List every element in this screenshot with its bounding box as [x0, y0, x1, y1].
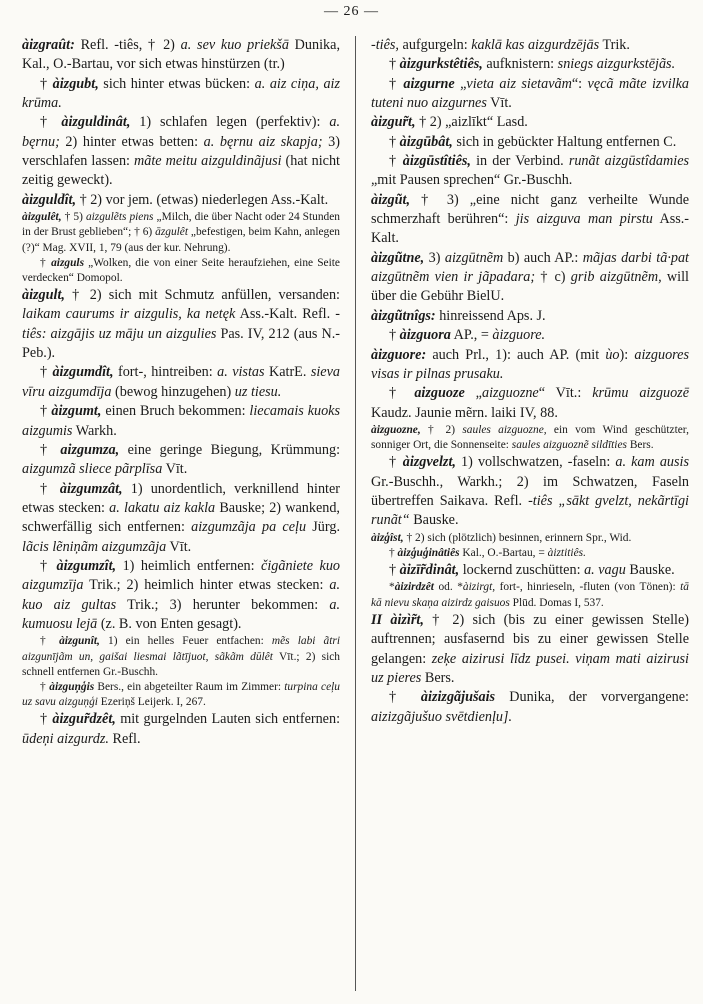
entry-text: KatrE. [264, 364, 311, 381]
dictionary-entry [371, 546, 689, 561]
entry-example: sieva vīru aizgumdīja [22, 364, 340, 400]
entry-text: 3) verschlafen lassen: [22, 133, 340, 170]
entry-text: „mit Pausen sprechen“ Gr.-Buschh. [371, 172, 573, 189]
entry-headword: àizguldinât, [61, 114, 131, 131]
entry-example: lãcis lẽniņãm aizgumzãja [22, 538, 167, 555]
entry-text: b) auch AP.: [503, 249, 583, 266]
entry-text: † [389, 327, 400, 344]
entry-text: † [389, 454, 403, 471]
entry-example: aizguozne [481, 385, 539, 402]
entry-text: † [40, 75, 53, 92]
entry-example: vęcã mãte izvilka tuteni nuo aizgurnes [371, 75, 689, 112]
entry-text: „Wolken, die von einer Seite heraufziehen, eine Seite verdecken“ Domopol. [22, 256, 340, 284]
entry-headword: àizguore: [371, 346, 427, 363]
entry-example: a. lakatu aiz kakla [109, 499, 216, 516]
entry-text: Pas. IV, 212 (aus N.-Peb.). [22, 325, 340, 362]
entry-text: od. * [433, 581, 463, 594]
dictionary-entry [22, 256, 340, 286]
entry-text: 1) schlafen legen (perfektiv): [130, 114, 330, 131]
dictionary-entry [371, 580, 689, 610]
entry-example: uz tiesu. [234, 383, 282, 400]
entry-example: ūdeņi aizgurdz. [22, 730, 109, 747]
right-column [371, 36, 689, 727]
entry-text: † c) [535, 269, 571, 286]
entry-text: AP., = [450, 327, 493, 344]
entry-headword: àizgũtnîgs: [371, 307, 436, 324]
entry-headword: àizgumt, [51, 403, 102, 420]
entry-text: will über die Gebühr BielU. [371, 269, 689, 305]
dictionary-entry [22, 36, 340, 75]
entry-text: „befestigen, beim Kahn, anlegen (?)“ Mag. XVII, 1, 79 (aus der kur. Nehrung). [22, 226, 340, 254]
entry-text: Vīt. [486, 95, 512, 112]
entry-text: † 2) sich mit Schmutz anfüllen, versanden: [64, 287, 340, 304]
entry-text: † [389, 562, 400, 579]
entry-text: fort-, hintreiben: [113, 364, 218, 381]
entry-text: „ [464, 385, 482, 402]
entry-text: 1) ein helles Feuer entfachen: [99, 635, 272, 648]
left-column [22, 36, 340, 749]
entry-text: † [389, 56, 400, 73]
dictionary-entry [371, 152, 689, 191]
entry-text: † [40, 364, 53, 381]
dictionary-entry [22, 402, 340, 441]
dictionary-entry [22, 191, 340, 210]
entry-text: Bauske; 2) wankend, schwerfällig sich entfernen: [22, 499, 340, 536]
entry-example: turpina ceļu uz savu aizguņģi [22, 680, 340, 709]
entry-text: Trik. [599, 37, 630, 53]
entry-text: † [389, 153, 403, 170]
entry-text: auch Prl., 1): auch AP. (mit [426, 346, 606, 363]
entry-text: Trik.; 3) herunter bekommen: [116, 596, 330, 613]
entry-headword: àizgulêt, [22, 211, 62, 224]
dictionary-entry [371, 249, 689, 307]
entry-example: ùo [605, 346, 620, 363]
entry-text: 1) heimlich entfernen: [116, 557, 262, 574]
entry-text: (z. B. von Enten gesagt). [97, 615, 242, 632]
entry-text: “ Vīt.: [538, 385, 593, 402]
entry-text: (bewog hinzugehen) [111, 383, 235, 400]
entry-example: jis aizguva man pirstu [515, 211, 653, 228]
entry-text: 3) [424, 249, 445, 266]
entry-example: a. sev kuo priekšā [180, 37, 289, 53]
dictionary-entry [371, 384, 689, 423]
entry-example: a. aiz ciņa, aiz krūma. [22, 75, 340, 112]
entry-headword: àizgũt, [371, 191, 411, 208]
entry-text: Gr.-Buschh., Warkh.; 2) im Schwatzen, Faseln übertreffen Saikava. Refl. [371, 473, 689, 509]
entry-text: eine geringe Biegung, Krümmung: [119, 441, 341, 458]
entry-headword: àizgumzît, [56, 557, 117, 574]
entry-text: † [40, 711, 53, 728]
entry-headword: àizgumzât, [59, 480, 123, 497]
entry-headword: àizgvelzt, [402, 454, 456, 471]
dictionary-entry [371, 75, 689, 114]
dictionary-entry [22, 480, 340, 557]
entry-text: Kal., O.-Bartau, = [459, 546, 548, 559]
entry-text: Refl. -tiês, † 2) [74, 37, 181, 53]
dictionary-entry [371, 423, 689, 453]
dictionary-entry [371, 113, 689, 132]
entry-text: Vīt. [166, 538, 192, 555]
dictionary-entry [22, 710, 340, 749]
entry-text: Bers., ein abgeteilter Raum im Zimmer: [94, 680, 285, 693]
entry-text: † [40, 403, 52, 420]
entry-text: ): [619, 346, 635, 363]
entry-text: “: [571, 75, 588, 92]
entry-example: čigãniete kuo aizgumzīja [22, 557, 341, 594]
entry-text: † 2) vor jem. (etwas) niederlegen Ass.-Kalt. [76, 191, 329, 208]
entry-example: a. vistas [217, 364, 265, 381]
entry-text: sich in gebückter Haltung entfernen C. [452, 133, 677, 150]
entry-example: runãt aizgūstîdamies [568, 153, 690, 170]
entry-example: a. kumuosu lejā [22, 596, 340, 632]
entry-example: -tiês „sākt gvelzt, nekãrtīgi runãt“ [371, 492, 689, 529]
dictionary-entry [22, 113, 340, 190]
entry-text: Bers. [626, 439, 654, 452]
entry-example: aizgulẽts piens [85, 211, 154, 224]
entry-headword: aizguoze [414, 385, 465, 402]
entry-text: † [389, 546, 398, 559]
entry-example: a. bęrnu; [22, 114, 340, 150]
dictionary-entry [22, 75, 340, 114]
entry-text: † [389, 689, 421, 706]
entry-headword: àizìr̃t, [390, 611, 424, 628]
entry-example: àiztitiês. [547, 546, 586, 559]
entry-text: † [40, 480, 60, 497]
entry-text: Kaudz. Jaunie mẽrn. laiki IV, 88. [371, 404, 558, 421]
entry-example: liecamais kuoks aizgumis [22, 403, 340, 439]
entry-headword: àizgũtne, [371, 249, 425, 266]
entry-example: mãjas darbi tã·pat aizgūtnẽm vien ir jãpadara; [371, 249, 689, 286]
entry-headword: àizgult, [22, 287, 65, 304]
entry-headword: àizģuģinâtiês [397, 546, 460, 559]
entry-text: † [40, 256, 52, 269]
dictionary-entry [22, 286, 340, 363]
entry-example: a. vagu [584, 562, 626, 579]
entry-text: † 5) [61, 211, 86, 224]
entry-text: † 2) „aizlīkt“ Lasd. [415, 114, 528, 131]
entry-example: kaklā kas aizgurdzējās [471, 37, 600, 53]
entry-headword: àizīr̃dinât, [399, 562, 460, 579]
entry-text: † [389, 133, 400, 150]
entry-example: saules aizguozne, [462, 423, 547, 436]
entry-text: sich hinter etwas bücken: [98, 75, 255, 92]
entry-headword: àizgumdît, [52, 364, 114, 381]
entry-text: Ass.-Kalt. Refl. [235, 306, 336, 323]
entry-text: fort-, hinrieseln, -fluten (von Tönen): [495, 581, 681, 594]
entry-example: mẽs labi ãtri aizgunījãm un, gaišai liesmai lãtījuot, sãkãm dūlêt [22, 635, 340, 663]
entry-text: 1) unordentlich, verknillend hinter etwas stecken: [22, 480, 340, 516]
entry-example: āzgulêt [155, 226, 189, 239]
entry-text: † 3) „eine nicht ganz verheilte Wunde schmerzhaft berühren“: [371, 191, 689, 228]
entry-text: † 2) [420, 423, 463, 436]
entry-example: laikam caurums ir aizgulis, ka netęk [22, 306, 236, 323]
entry-text: Warkh. [72, 422, 117, 439]
dictionary-entry [22, 363, 340, 402]
entry-text: „Milch, die über Nacht oder 24 Stunden in der Brust geblieben“; † 6) [22, 211, 340, 239]
entry-text: Ass.-Kalt. [371, 211, 690, 247]
entry-example: -tiês, [371, 37, 399, 53]
entry-example: -tiês: aizgājis uz māju un aizgulies [22, 306, 340, 342]
entry-text: einen Bruch bekommen: [101, 403, 250, 420]
entry-text: † [40, 114, 62, 131]
dictionary-entry [22, 680, 340, 710]
entry-headword: àizgubt, [52, 75, 99, 92]
entry-text: Vīt. [162, 461, 188, 478]
entry-headword: àizģîst, [371, 531, 404, 544]
entry-text: † [40, 441, 61, 458]
entry-headword: àizirdzêt [394, 581, 434, 594]
dictionary-entry [371, 36, 689, 55]
entry-text: in der Verbind. [470, 153, 569, 170]
entry-text: ein vom Wind geschützter, sonniger Ort, die Sonnenseite: [371, 423, 689, 452]
entry-example: a. bęrnu aiz skapja; [203, 133, 323, 150]
entry-headword: àizgūstîtiês, [402, 153, 471, 170]
entry-headword: àizgur̃t, [371, 114, 416, 131]
entry-headword: II [371, 611, 391, 628]
entry-text: † [389, 385, 415, 402]
entry-example: sniegs aizgurkstējãs. [557, 56, 676, 73]
entry-example: krūmu aizguozē [592, 385, 689, 402]
dictionary-entry [371, 611, 689, 688]
entry-text: Dunika, Kal., O.-Bartau, vor sich etwas hinstürzen (tr.) [22, 37, 340, 73]
entry-text: † 2) sich (bis zu einer gewissen Stelle) auftrennen; ausfasernd bis zu einer gewissen Stelle gelangen: [371, 611, 689, 667]
entry-text: Bauske. [409, 512, 459, 529]
entry-text: Plūd. Domas I, 537. [509, 596, 604, 609]
dictionary-entry [371, 531, 689, 546]
entry-headword: àizgraût: [22, 37, 75, 53]
dictionary-entry [371, 191, 689, 249]
entry-text: „ [454, 75, 467, 92]
entry-headword: aizgurne [403, 75, 455, 92]
entry-headword: aizguls [51, 256, 85, 269]
dictionary-entry [371, 55, 689, 74]
entry-text: Trik.; 2) heimlich hinter etwas stecken: [83, 577, 330, 594]
entry-text: Jürg. [306, 519, 340, 536]
entry-example: aizguores visas ir pilnas prusaku. [371, 346, 689, 382]
entry-text: † 2) sich (plötzlich) besinnen, erinnern Spr., Wid. [403, 531, 632, 544]
entry-example: zeķe aizirusi līdz pusei. viņam mati aizirusi uz pieres [371, 650, 689, 686]
entry-text: Refl. [108, 730, 141, 747]
entry-text: aufgurgeln: [398, 37, 472, 53]
entry-text: Bauske. [625, 562, 675, 579]
entry-example: aizgumzãja pa ceļu [191, 519, 307, 536]
dictionary-entry [371, 453, 689, 530]
entry-example: aizgumzã sliece pãrplīsa [22, 461, 163, 478]
entry-headword: àizguldît, [22, 191, 77, 208]
entry-text: mit gurgelnden Lauten sich entfernen: [115, 711, 341, 728]
entry-example: grib aizgūtnẽm, [570, 269, 662, 286]
entry-text: Dunika, der vorvergangene: [495, 689, 689, 706]
entry-headword: àizgunît, [59, 635, 100, 648]
entry-headword: àizgurkstêtiês, [399, 56, 483, 73]
dictionary-entry [371, 688, 689, 727]
dictionary-entry [371, 561, 689, 580]
dictionary-entry [22, 210, 340, 256]
entry-text: aufknistern: [482, 56, 558, 73]
entry-text: Vīt.; 2) sich schnell entfernen Gr.-Buschh. [22, 650, 340, 678]
entry-text: (hat nicht zeitig geweckt). [22, 153, 340, 189]
dictionary-entry [371, 346, 689, 385]
entry-headword: aizgumza, [60, 441, 120, 458]
dictionary-entry [22, 634, 340, 680]
entry-headword: àizgur̃dzêt, [52, 711, 116, 728]
entry-headword: àizguozne, [371, 423, 421, 436]
entry-example: àizguore. [492, 327, 546, 344]
entry-text: Bers. [421, 669, 455, 686]
entry-example: a. kam ausis [615, 454, 690, 471]
entry-headword: àizguņģis [49, 680, 95, 693]
entry-text: * [389, 581, 395, 594]
entry-text: lockernd zuschütten: [459, 562, 585, 579]
entry-example: saules aizguoznẽ sildīties [511, 439, 627, 452]
entry-text: † [40, 680, 50, 693]
dictionary-entry [22, 441, 340, 480]
entry-text: hinreissend Aps. J. [435, 307, 546, 324]
entry-example: tā kā nievu skaņa aizirdz gaisuos [371, 581, 689, 609]
entry-headword: àizguora [399, 327, 451, 344]
entry-example: aizizgãjušuo svētdienļu]. [371, 708, 513, 725]
entry-text: † [40, 557, 57, 574]
entry-text: † [40, 635, 60, 648]
dictionary-entry [371, 133, 689, 152]
dictionary-entry [371, 326, 689, 345]
entry-example: a. kuo aiz gultas [22, 577, 340, 613]
entry-example: vieta aiz sietavãm [466, 75, 572, 92]
entry-text: 2) hinter etwas betten: [59, 133, 204, 150]
entry-text: 1) vollschwatzen, -faseln: [455, 454, 616, 471]
entry-example: mãte meitu aizguldinãjusi [134, 153, 282, 170]
dictionary-entry [22, 557, 340, 634]
entry-headword: àizizgãjušais [420, 689, 496, 706]
entry-example: aizgūtnẽm [444, 249, 504, 266]
entry-text: † [389, 75, 404, 92]
column-divider [355, 36, 356, 991]
page-number: — 26 — [324, 4, 379, 19]
entry-text: Ezeriņš Leijerk. I, 267. [97, 696, 206, 709]
entry-example: àizirgt, [462, 581, 496, 594]
entry-headword: àizgūbât, [399, 133, 453, 150]
dictionary-entry [371, 307, 689, 326]
